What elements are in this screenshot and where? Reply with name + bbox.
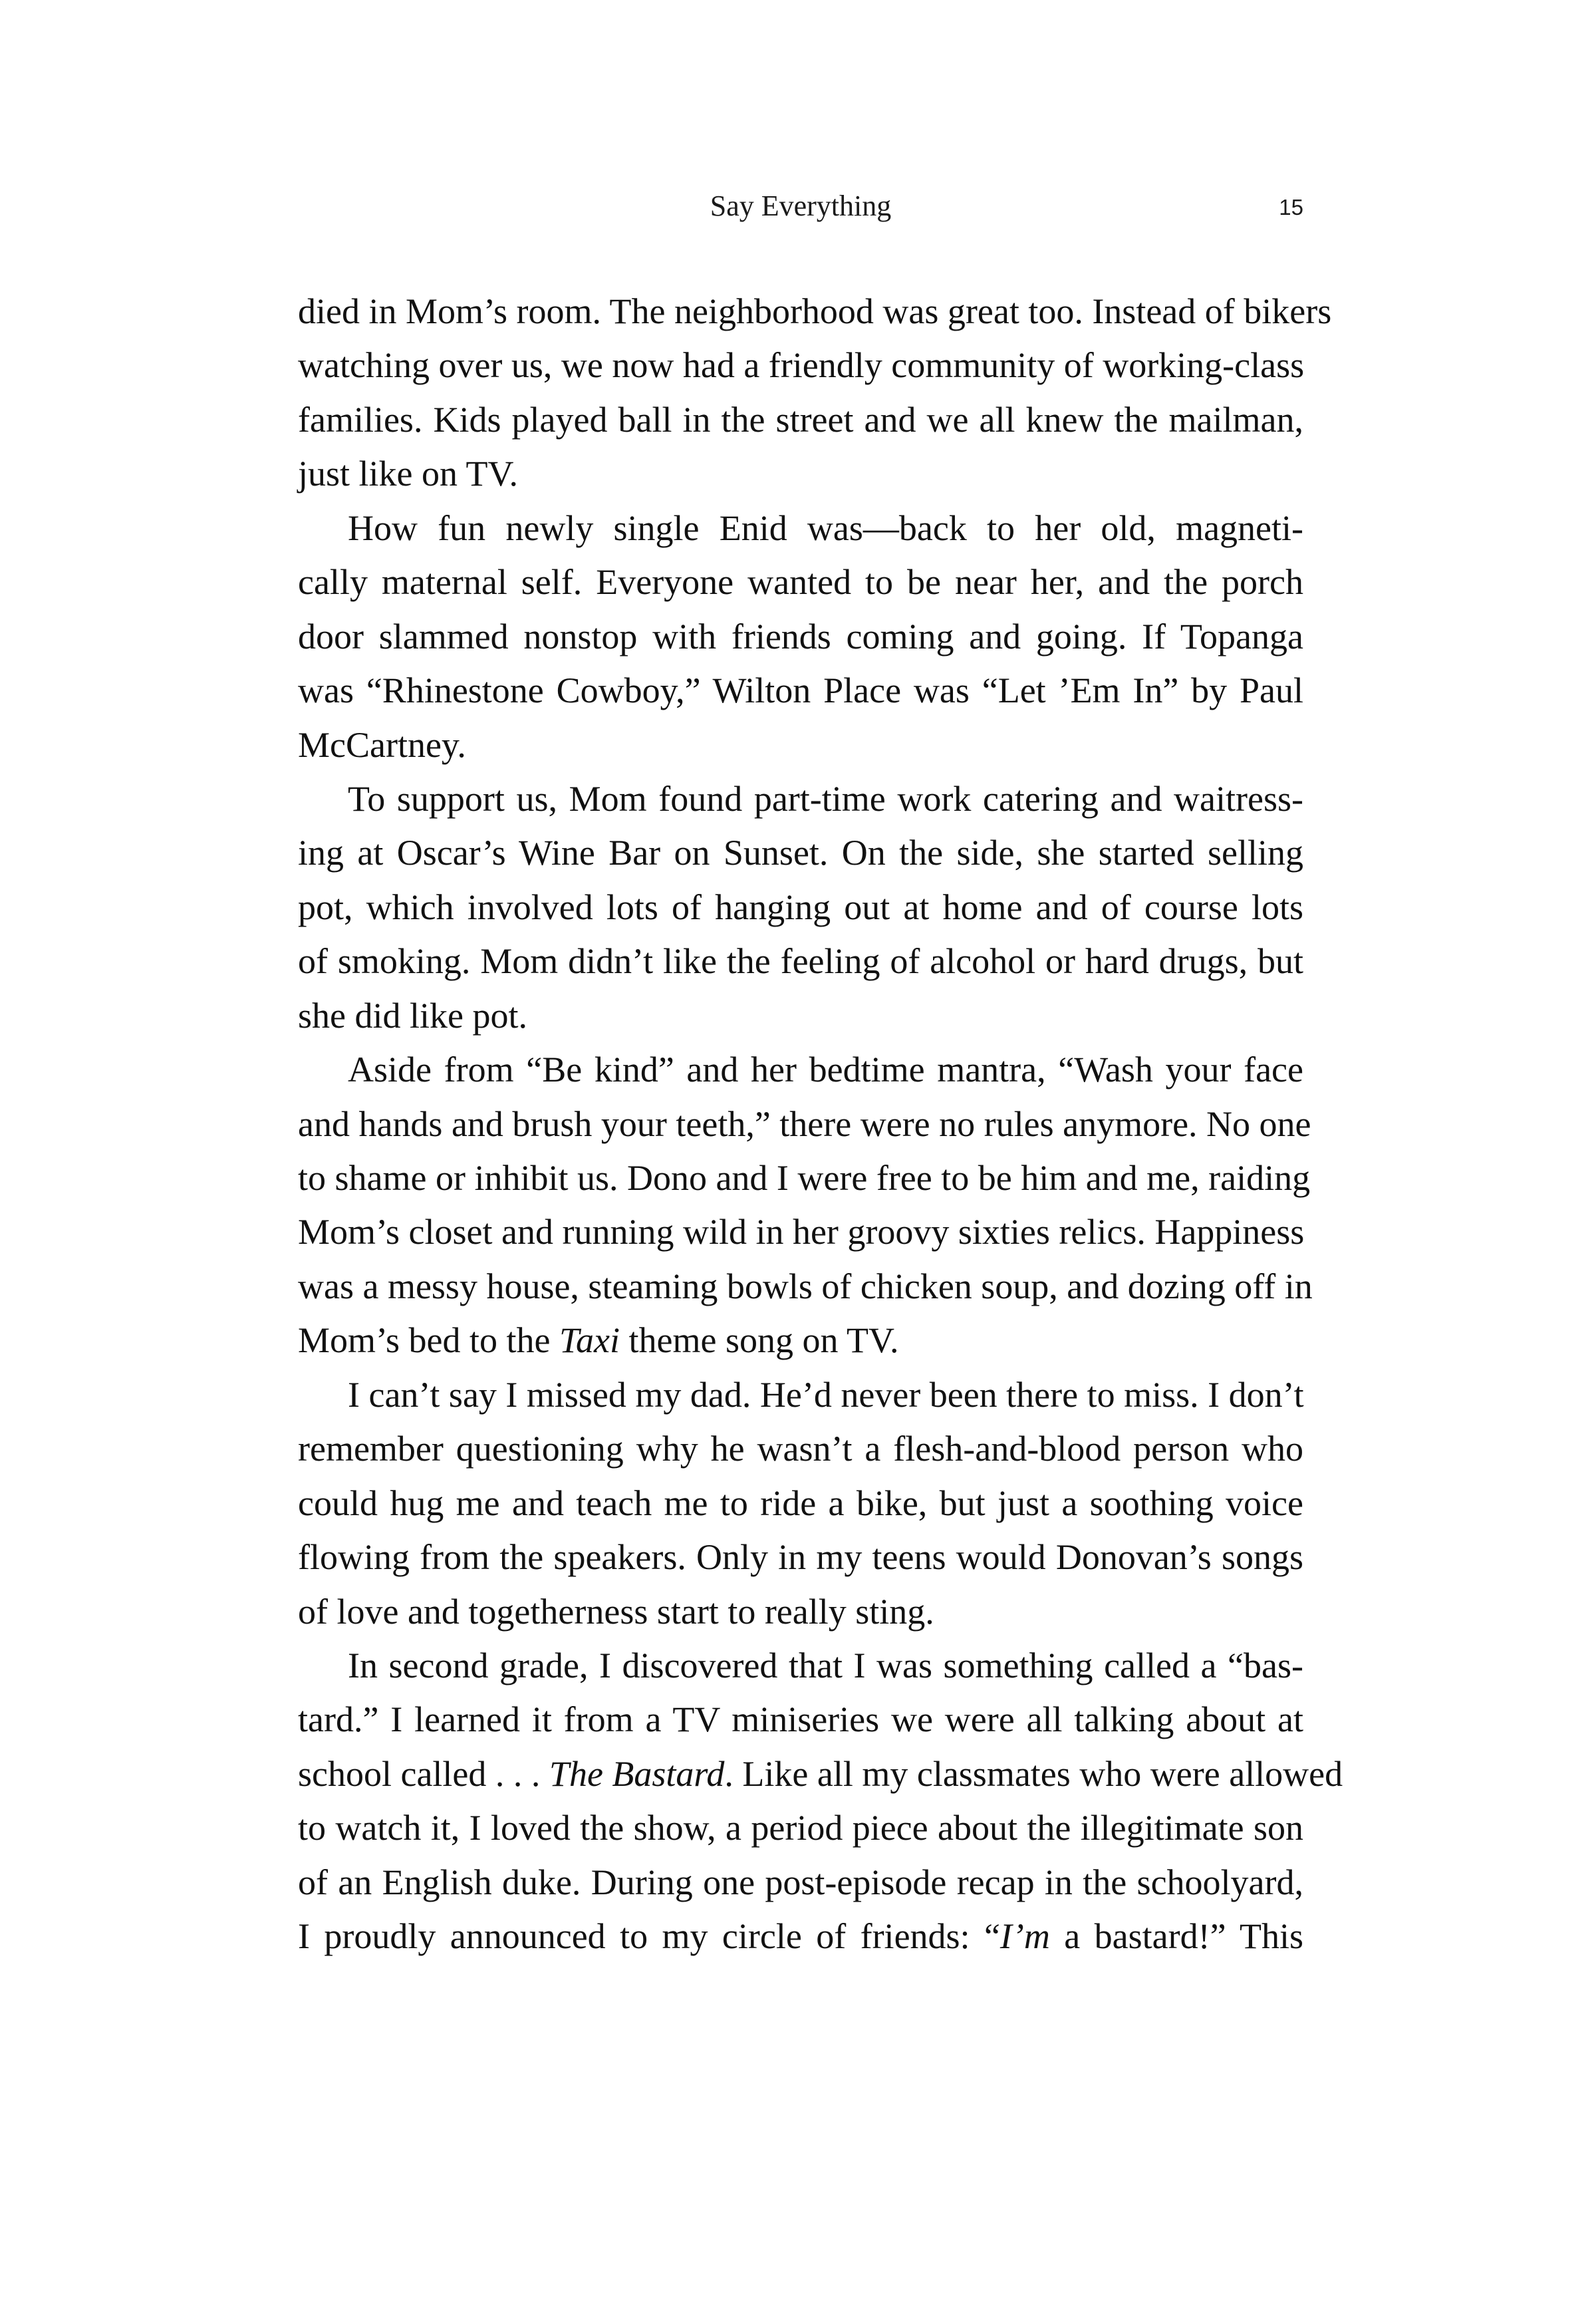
text-line — [298, 339, 1303, 392]
text-segment: Aside from “Be kind” and her bedtime mantra, “Wash your face — [348, 1050, 1303, 1090]
text-line — [298, 1530, 1303, 1584]
text-line — [298, 881, 1303, 935]
text-line — [298, 1910, 1303, 1963]
text-segment: In second grade, I discovered that I was something called a “bas- — [348, 1645, 1303, 1685]
text-segment: Mom’s closet and running wild in her groovy sixties relics. Happiness — [298, 1212, 1305, 1252]
text-segment: of love and togetherness start to really sting. — [298, 1591, 934, 1632]
text-line — [298, 1314, 1303, 1368]
text-line — [298, 285, 1332, 339]
text-segment: remember questioning why he wasn’t a flesh-and-blood person who — [298, 1429, 1303, 1469]
text-line — [298, 447, 1303, 501]
text-segment: Mom’s bed to the — [298, 1320, 559, 1361]
text-line — [298, 1801, 1303, 1855]
text-segment: was “Rhinestone Cowboy,” Wilton Place was “Let ’Em In” by Paul — [298, 670, 1303, 711]
running-head-title: Say Everything — [710, 190, 892, 222]
text-segment: watching over us, we now had a friendly community of working-class — [298, 345, 1305, 386]
text-segment: just like on TV. — [298, 454, 519, 494]
text-segment: she did like pot. — [298, 995, 527, 1036]
text-line — [298, 935, 1303, 988]
text-segment: and hands and brush your teeth,” there were no rules anymore. No one — [298, 1103, 1311, 1144]
text-segment: How fun newly single Enid was—back to her old, magneti- — [348, 507, 1303, 548]
text-line — [298, 826, 1303, 880]
text-segment: families. Kids played ball in the street and we all knew the mailman, — [298, 399, 1303, 440]
text-line — [298, 1422, 1303, 1476]
text-segment: of smoking. Mom didn’t like the feeling of alcohol or hard drugs, but — [298, 941, 1303, 982]
italic-text: Taxi — [559, 1320, 620, 1361]
text-segment: died in Mom’s room. The neighborhood was great too. Instead of bikers — [298, 291, 1332, 331]
text-segment: I can’t say I missed my dad. He’d never been there to miss. I don’t — [348, 1374, 1304, 1415]
text-segment: door slammed nonstop with friends coming and going. If Topanga — [298, 616, 1303, 656]
text-segment: I proudly announced to my circle of friends: “ — [298, 1916, 1000, 1957]
text-segment: to shame or inhibit us. Dono and I were free to be him and me, raiding — [298, 1158, 1311, 1198]
text-segment: . Like all my classmates who were allowed — [724, 1753, 1343, 1794]
text-line — [298, 772, 1303, 826]
text-line — [298, 1693, 1303, 1747]
body-text — [298, 285, 1343, 1964]
text-line — [298, 610, 1303, 664]
text-segment: school called . . . — [298, 1753, 549, 1794]
italic-text: The Bastard — [549, 1753, 725, 1794]
italic-text: I’m — [999, 1916, 1050, 1957]
text-segment: theme song on TV. — [620, 1320, 899, 1361]
text-line — [298, 1477, 1303, 1530]
running-head — [298, 186, 1303, 226]
text-segment: To support us, Mom found part-time work catering and waitress- — [348, 778, 1303, 819]
text-segment: flowing from the speakers. Only in my teens would Donovan’s songs — [298, 1537, 1303, 1578]
text-line — [298, 1639, 1303, 1693]
text-line — [298, 1151, 1311, 1205]
text-segment: pot, which involved lots of hanging out at home and of course lots — [298, 887, 1303, 927]
text-segment: could hug me and teach me to ride a bike, but just a soothing voice — [298, 1483, 1303, 1523]
text-line — [298, 989, 1303, 1043]
text-segment: ing at Oscar’s Wine Bar on Sunset. On the side, she started selling — [298, 833, 1303, 873]
text-line — [298, 718, 1303, 772]
text-segment: to watch it, I loved the show, a period piece about the illegitimate son — [298, 1808, 1303, 1848]
text-line — [298, 664, 1303, 718]
text-line — [298, 1585, 1303, 1639]
text-line — [298, 1043, 1303, 1097]
text-line — [298, 1260, 1313, 1314]
text-segment: was a messy house, steaming bowls of chicken soup, and dozing off in — [298, 1266, 1313, 1306]
text-segment: cally maternal self. Everyone wanted to be near her, and the porch — [298, 562, 1303, 603]
text-line — [298, 393, 1303, 447]
text-line — [298, 1368, 1303, 1422]
text-line — [298, 1856, 1303, 1910]
text-segment: a bastard!” This — [1049, 1916, 1303, 1957]
text-segment: McCartney. — [298, 724, 466, 765]
text-line — [298, 502, 1303, 555]
text-segment: tard.” I learned it from a TV miniseries we were all talking about at — [298, 1699, 1303, 1740]
text-line — [298, 1747, 1343, 1801]
text-line — [298, 1097, 1311, 1151]
text-line — [298, 1205, 1303, 1259]
text-segment: of an English duke. During one post-episode recap in the schoolyard, — [298, 1862, 1303, 1902]
text-line — [298, 555, 1303, 609]
page-number: 15 — [1279, 195, 1303, 219]
